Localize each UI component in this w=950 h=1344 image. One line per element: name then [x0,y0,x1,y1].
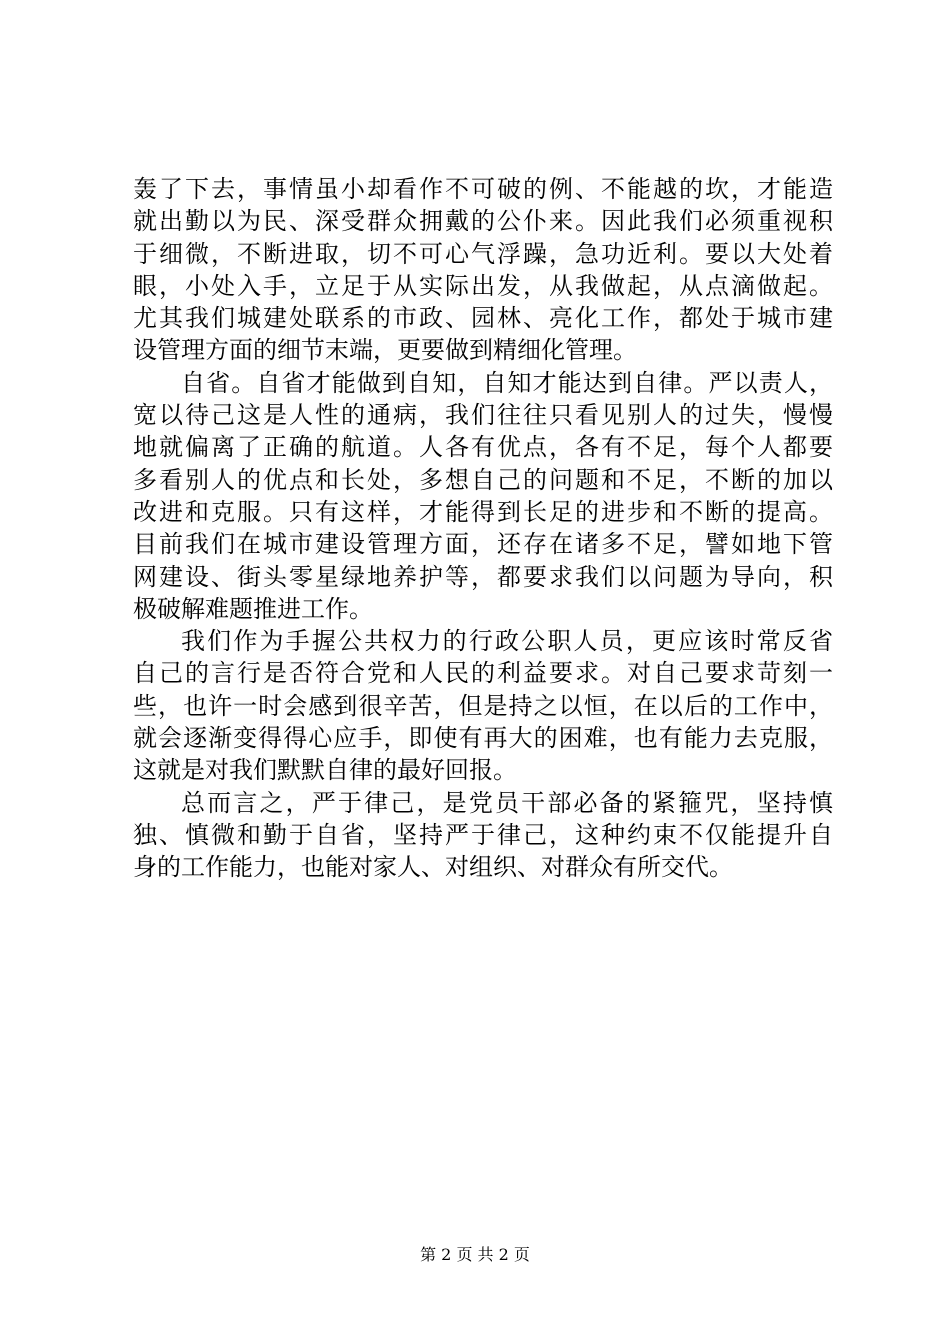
text-line: 极破解难题推进工作。 [133,594,373,623]
text-line: 眼，小处入手，立足于从实际出发，从我做起，从点滴做起。 [133,271,833,300]
text-line: 这就是对我们默默自律的最好回报。 [133,756,517,785]
paragraph [133,367,833,625]
text-line: 自己的言行是否符合党和人民的利益要求。对自己要求苛刻一 [133,659,833,688]
text-line: 独、慎微和勤于自省，坚持严于律己，这种约束不仅能提升自 [133,820,833,849]
text-line: 多看别人的优点和长处，多想自己的问题和不足，不断的加以 [133,465,833,494]
text-line: 尤其我们城建处联系的市政、园林、亮化工作，都处于城市建 [133,304,833,333]
paragraph [133,173,833,367]
text-line: 身的工作能力，也能对家人、对组织、对群众有所交代。 [133,853,733,882]
paragraph [133,787,833,884]
text-line: 总而言之，严于律己，是党员干部必备的紧箍咒，坚持慎 [181,788,833,817]
page-footer: 第 2 页 共 2 页 [420,1245,530,1264]
text-line: 我们作为手握公共权力的行政公职人员，更应该时常反省 [181,627,833,656]
text-line: 设管理方面的细节末端，更要做到精细化管理。 [133,336,637,365]
text-line: 宽以待己这是人性的通病，我们往往只看见别人的过失，慢慢 [133,401,833,430]
text-line: 于细微，不断进取，切不可心气浮躁，急功近利。要以大处着 [133,239,833,268]
text-line: 些，也许一时会感到很辛苦，但是持之以恒，在以后的工作中， [133,691,833,720]
text-line: 自省。自省才能做到自知，自知才能达到自律。严以责人， [181,368,833,397]
text-line: 就出勤以为民、深受群众拥戴的公仆来。因此我们必须重视积 [133,207,833,236]
text-line: 目前我们在城市建设管理方面，还存在诸多不足，譬如地下管 [133,530,833,559]
paragraph [133,625,833,786]
text-line: 就会逐渐变得得心应手，即使有再大的困难，也有能力去克服， [133,724,833,753]
text-line: 网建设、街头零星绿地养护等，都要求我们以问题为导向，积 [133,562,833,591]
text-line: 轰了下去，事情虽小却看作不可破的例、不能越的坎，才能造 [133,175,833,203]
text-line: 改进和克服。只有这样，才能得到长足的进步和不断的提高。 [133,497,833,526]
document-body [133,173,833,884]
text-line: 地就偏离了正确的航道。人各有优点，各有不足，每个人都要 [133,433,833,462]
